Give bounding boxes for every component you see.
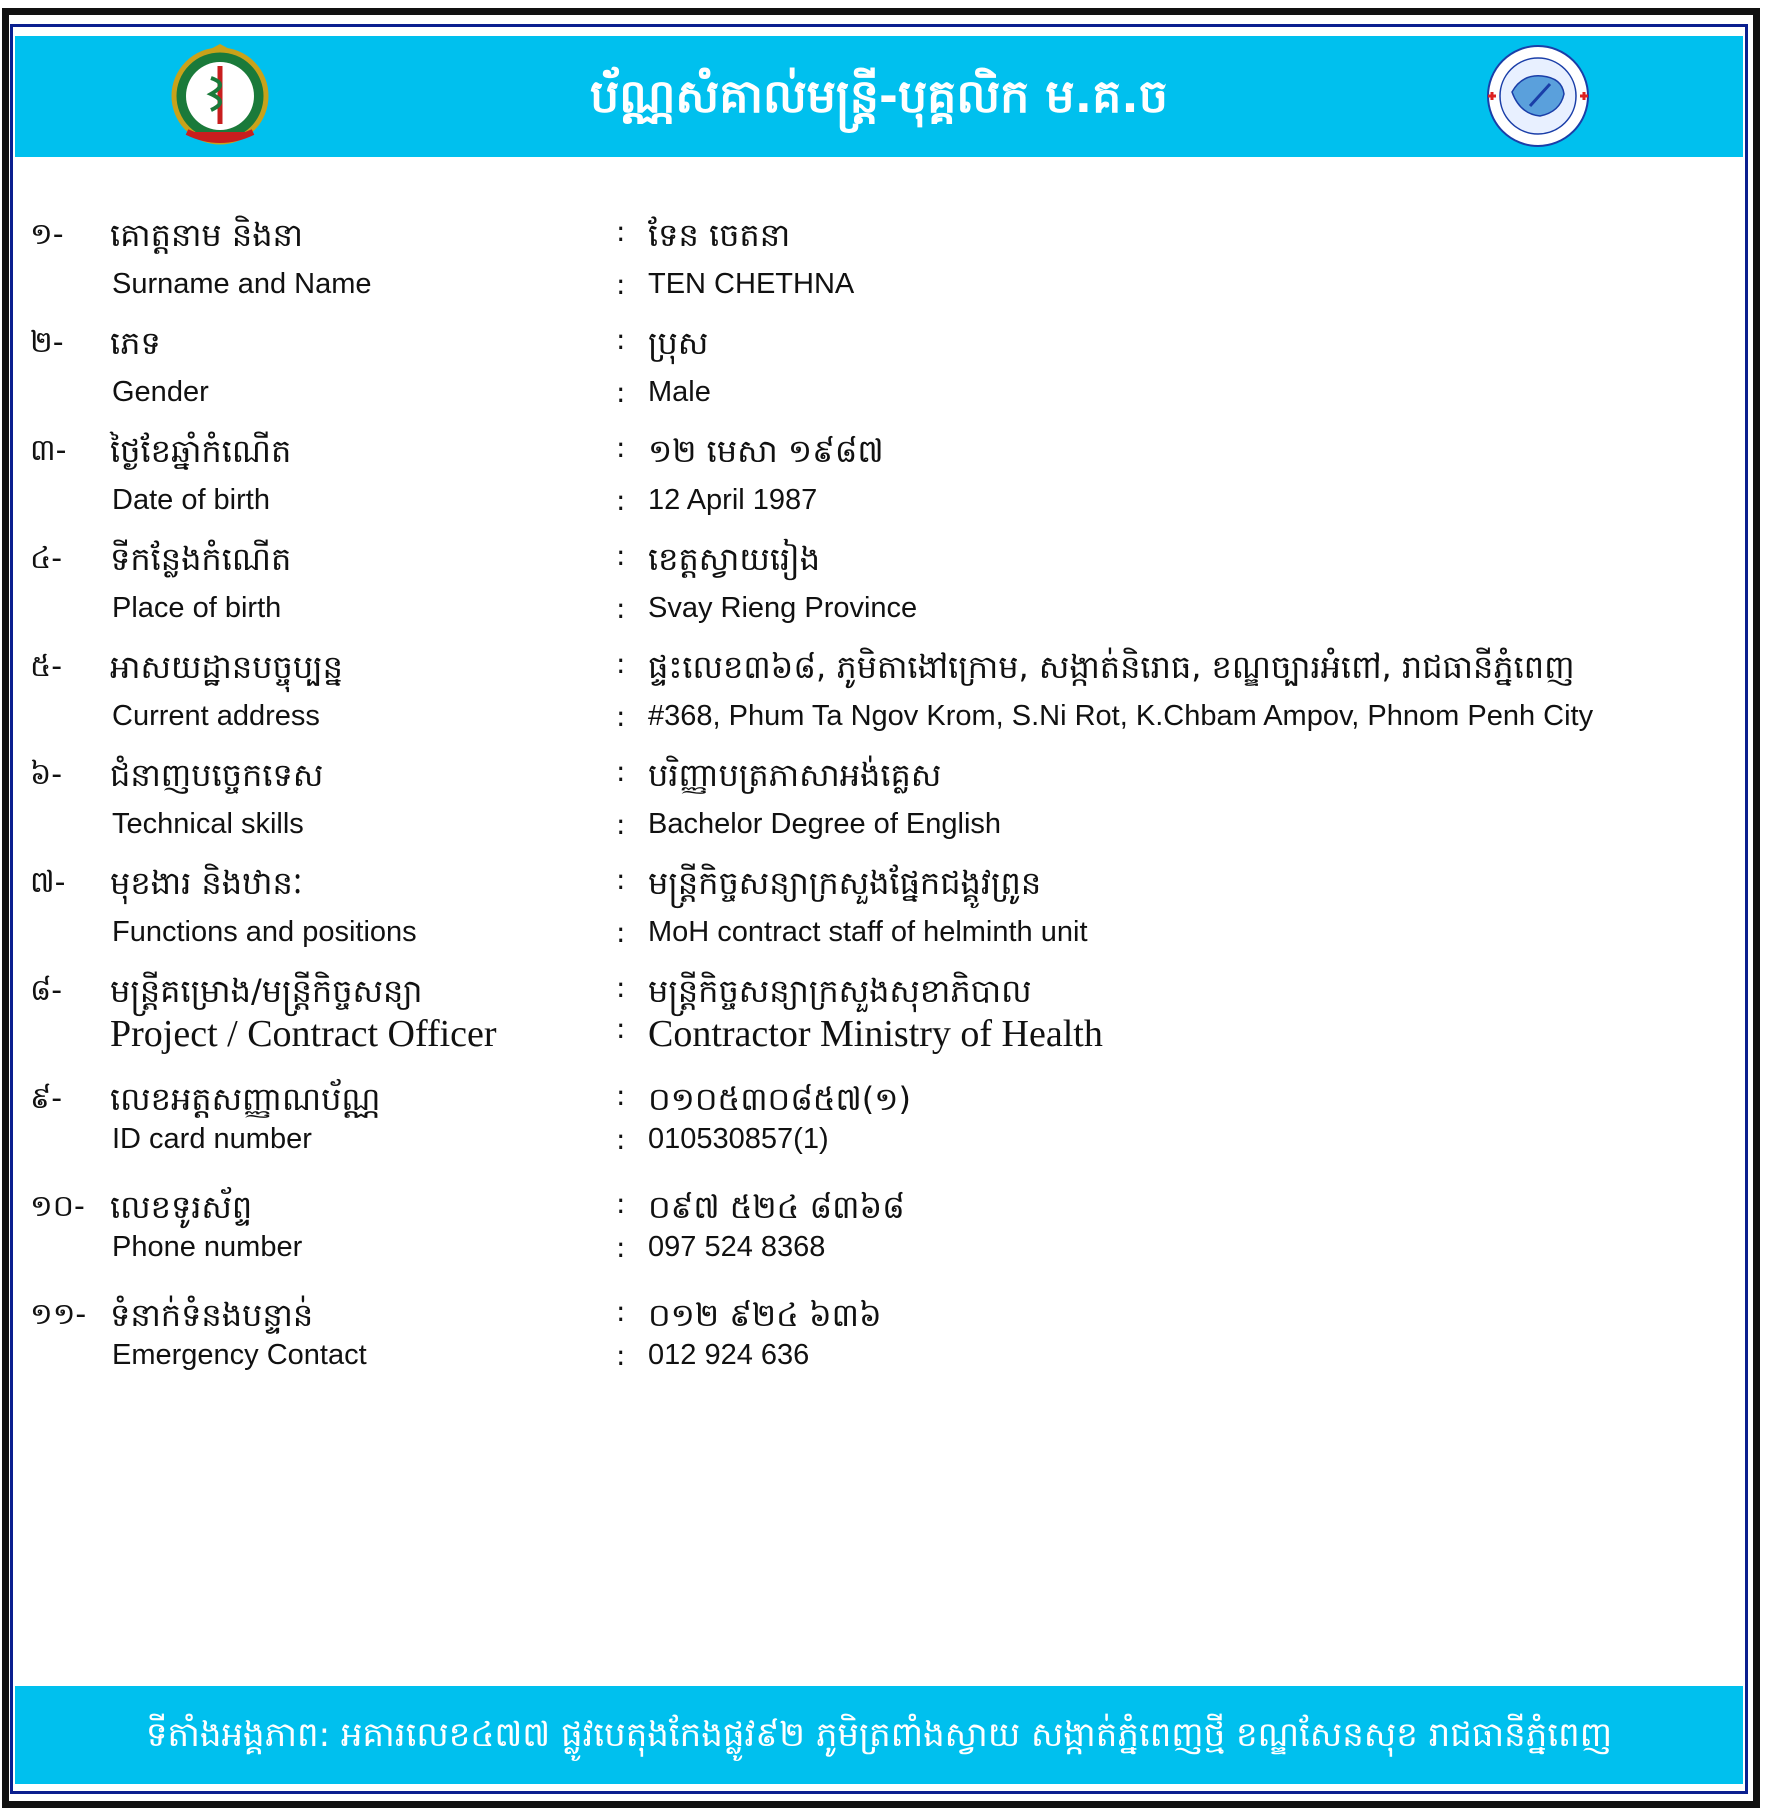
field-label-km: ទំនាក់ទំនងបន្ទាន់ xyxy=(110,1296,314,1334)
field-row-en xyxy=(0,916,1771,978)
field-colon: : xyxy=(616,539,626,572)
field-value-km: មន្ត្រីកិច្ចសន្យាក្រសួងផ្នែកជង្គូវព្រូន xyxy=(648,864,1042,902)
field-number: ៤- xyxy=(30,541,63,576)
field-row-en xyxy=(0,700,1771,762)
field-value-en: Contractor Ministry of Health xyxy=(648,1013,1103,1055)
field-label-en: ID card number xyxy=(112,1123,312,1155)
field-row-en xyxy=(0,592,1771,654)
field-number: ១១- xyxy=(30,1297,87,1332)
field-colon: : xyxy=(616,215,626,248)
field-colon: : xyxy=(616,916,626,949)
field-value-km: ទែន ចេតនា xyxy=(648,216,791,254)
field-colon: : xyxy=(616,971,626,1004)
field-label-en: Phone number xyxy=(112,1231,303,1263)
field-number: ១- xyxy=(30,217,64,252)
field-row-en xyxy=(0,1231,1771,1293)
field-colon: : xyxy=(616,268,626,301)
field-value-en: MoH contract staff of helminth unit xyxy=(648,916,1088,948)
field-label-km: គោត្តនាម និងនា xyxy=(110,216,303,254)
field-number: ៨- xyxy=(30,973,63,1008)
field-colon: : xyxy=(616,808,626,841)
field-label-km: លេខទូរស័ព្ទ xyxy=(110,1188,253,1226)
field-label-en: Surname and Name xyxy=(112,268,372,300)
cnm-seal-icon xyxy=(1482,44,1594,149)
field-label-en: Place of birth xyxy=(112,592,282,624)
field-label-km: ជំនាញបច្ចេកទេស xyxy=(110,756,324,794)
field-number: ៦- xyxy=(30,757,63,792)
field-row-en xyxy=(0,808,1771,870)
field-label-en: Date of birth xyxy=(112,484,270,516)
field-number: ៧- xyxy=(30,865,66,900)
field-value-en: Bachelor Degree of English xyxy=(648,808,1002,840)
field-value-km: ០១០៥៣០៨៥៧(១) xyxy=(648,1080,911,1118)
field-value-km: ០១២ ៩២៤ ៦៣៦ xyxy=(648,1296,882,1334)
field-label-km: ភេទ xyxy=(110,324,161,362)
field-value-km: ប្រុស xyxy=(648,324,709,362)
field-colon: : xyxy=(616,1231,626,1264)
field-value-en: 097 524 8368 xyxy=(648,1231,826,1263)
field-row-en xyxy=(0,1339,1771,1401)
field-colon: : xyxy=(616,1339,626,1372)
field-number: ២- xyxy=(30,325,64,360)
field-colon: : xyxy=(616,700,626,733)
field-number: ៥- xyxy=(30,649,63,684)
field-label-km: អាសយដ្ឋានបច្ចុប្បន្ន xyxy=(110,648,343,686)
field-value-en: Svay Rieng Province xyxy=(648,592,918,624)
field-label-km: មន្ត្រីគម្រោង/មន្ត្រីកិច្ចសន្យា xyxy=(110,972,423,1010)
field-number: ៩- xyxy=(30,1081,63,1116)
field-colon: : xyxy=(616,1187,626,1220)
field-row-en xyxy=(0,268,1771,330)
field-colon: : xyxy=(616,1079,626,1112)
field-value-en: 012 924 636 xyxy=(648,1339,810,1371)
field-row-en xyxy=(0,376,1771,438)
field-label-km: មុខងារ និងឋានៈ xyxy=(110,864,303,902)
field-row-en xyxy=(0,484,1771,546)
field-value-en: Male xyxy=(648,376,711,408)
field-colon: : xyxy=(616,484,626,517)
field-value-km: ខេត្តស្វាយរៀង xyxy=(648,540,821,578)
field-value-en: 12 April 1987 xyxy=(648,484,818,516)
card-title: ប័ណ្ណសំគាល់មន្ត្រី-បុគ្គលិក ម.គ.ច xyxy=(590,69,1168,123)
field-value-km: ១២ មេសា ១៩៨៧ xyxy=(648,432,884,470)
field-value-km: ផ្ទះលេខ៣៦៨, ភូមិតាងៅក្រោម, សង្កាត់និរោធ, ខណ្ឌច្បារអំពៅ, រាជធានីភ្នំពេញ xyxy=(648,648,1575,686)
field-colon: : xyxy=(616,755,626,788)
field-number: ១០- xyxy=(30,1189,85,1224)
field-colon: : xyxy=(616,592,626,625)
field-row-en xyxy=(0,1012,1771,1074)
field-number: ៣- xyxy=(30,433,67,468)
field-value-en: 010530857(1) xyxy=(648,1123,829,1155)
field-colon: : xyxy=(616,863,626,896)
field-value-en: #368, Phum Ta Ngov Krom, S.Ni Rot, K.Chbam Ampov, Phnom Penh City xyxy=(648,700,1594,732)
field-label-en: Emergency Contact xyxy=(112,1339,367,1371)
field-label-en: Functions and positions xyxy=(112,916,417,948)
field-label-km: ទីកន្លែងកំណើត xyxy=(110,540,292,578)
field-value-km: ០៩៧ ៥២៤ ៨៣៦៨ xyxy=(648,1188,905,1226)
field-value-km: មន្ត្រីកិច្ចសន្យាក្រសួងសុខាភិបាល xyxy=(648,972,1032,1010)
field-value-km: បរិញ្ញាបត្រភាសាអង់គ្លេស xyxy=(648,756,942,794)
field-colon: : xyxy=(616,376,626,409)
field-label-en: Gender xyxy=(112,376,209,408)
field-colon: : xyxy=(616,431,626,464)
field-label-en: Project / Contract Officer xyxy=(110,1013,497,1055)
card-footer-address: ទីតាំងអង្គភាព: អគារលេខ៤៧៧ ផ្លូវបេតុងកែងផ្លូវ៩២ ភូមិត្រពាំងស្វាយ សង្កាត់ភ្នំពេញថ្មី ខណ្ឌសែនសុខ រាជធានីភ្នំពេញ xyxy=(15,1686,1743,1784)
field-label-km: ថ្ងៃខែឆ្នាំកំណើត xyxy=(110,432,292,470)
field-colon: : xyxy=(616,1123,626,1156)
field-colon: : xyxy=(616,1295,626,1328)
field-colon: : xyxy=(616,323,626,356)
field-colon: : xyxy=(616,1012,626,1045)
card-header xyxy=(15,36,1743,157)
field-colon: : xyxy=(616,647,626,680)
field-row-en xyxy=(0,1123,1771,1185)
field-label-km: លេខអត្តសញ្ញាណប័ណ្ណ xyxy=(110,1080,381,1118)
field-label-en: Technical skills xyxy=(112,808,304,840)
field-value-en: TEN CHETHNA xyxy=(648,268,855,300)
field-label-en: Current address xyxy=(112,700,320,732)
